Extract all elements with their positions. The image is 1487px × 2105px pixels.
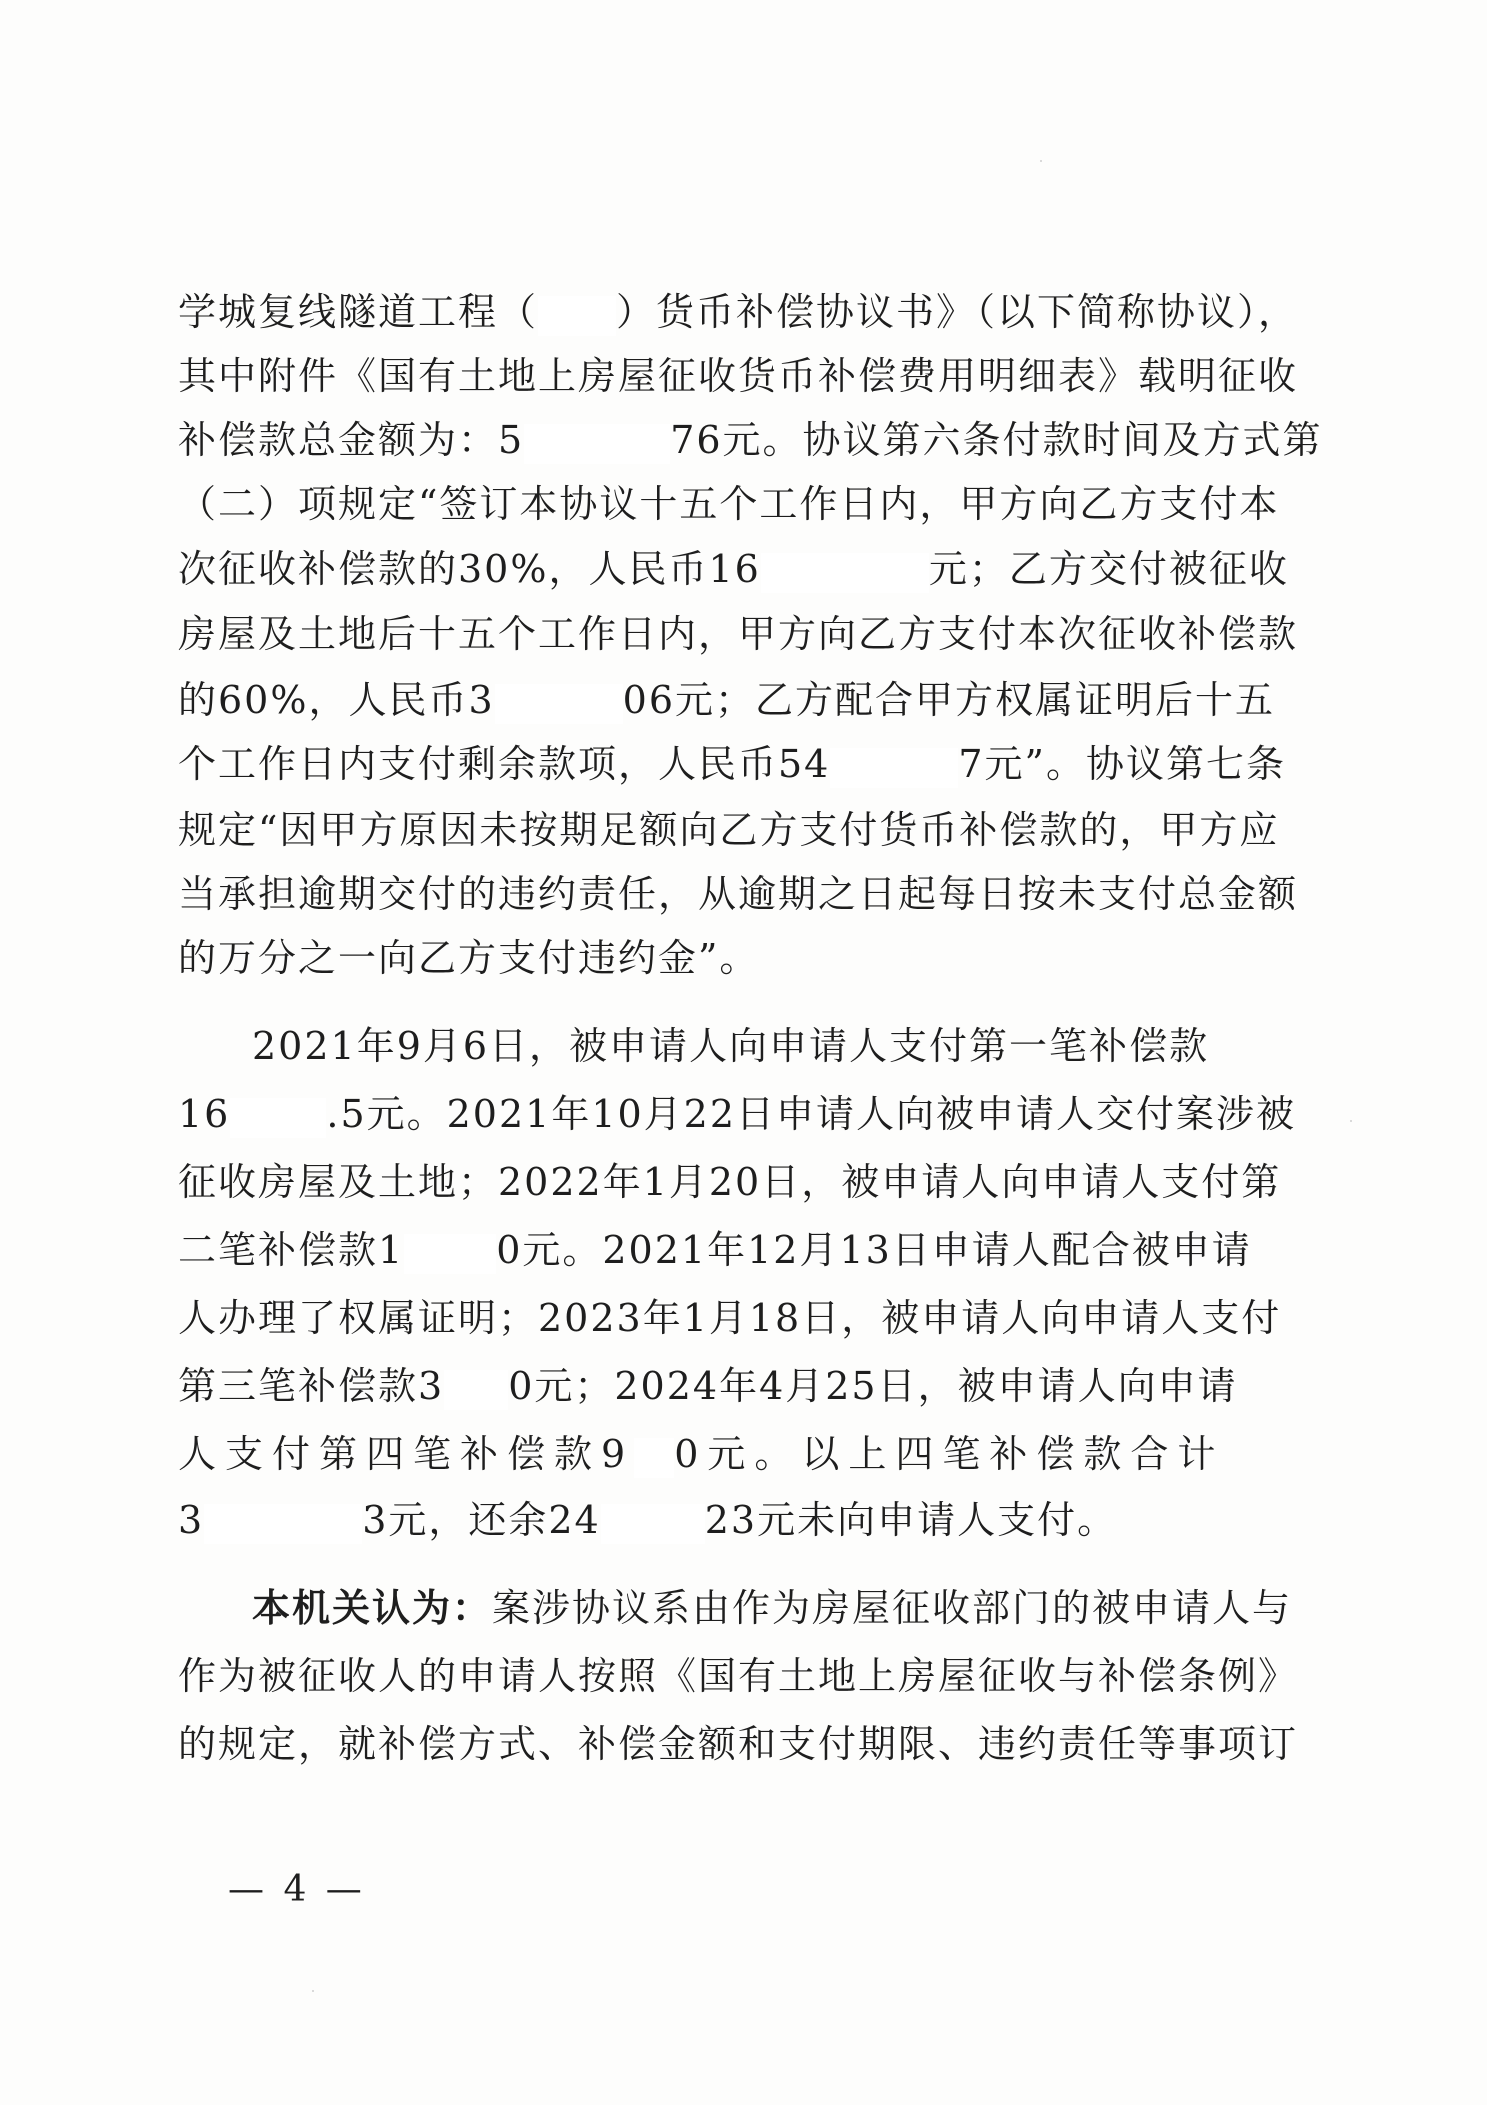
text-line-7 xyxy=(178,676,1308,724)
text-line-19 xyxy=(178,1496,1308,1544)
line-19-part-3: 23元未向申请人支付。 xyxy=(704,1498,1118,1542)
redaction-mark xyxy=(601,1504,705,1544)
line-17-part-1: 第三笔补偿款3 xyxy=(178,1364,445,1408)
page-number: — 4 — xyxy=(228,1869,366,1910)
redaction-mark xyxy=(204,1504,362,1544)
redaction-mark xyxy=(404,1234,496,1274)
text-line-13 xyxy=(178,1090,1308,1138)
line-14-text: 征收房屋及土地；2022年1月20日，被申请人向申请人支付第 xyxy=(178,1160,1282,1204)
line-13-part-2: .5元。2021年10月22日申请人向被申请人交付案涉被 xyxy=(326,1092,1297,1136)
line-18-part-2: 0元。以上四笔补偿款合计 xyxy=(674,1432,1225,1476)
text-line-8 xyxy=(178,740,1308,788)
text-line-17 xyxy=(178,1362,1308,1410)
line-13-part-1: 16 xyxy=(178,1092,231,1136)
text-line-12 xyxy=(252,1022,1382,1070)
redaction-mark xyxy=(230,1098,326,1138)
line-18-part-1: 人支付第四笔补偿款9 xyxy=(178,1432,635,1476)
redaction-mark xyxy=(495,684,623,724)
line-2-text: 其中附件《国有土地上房屋征收货币补偿费用明细表》载明征收 xyxy=(178,354,1299,398)
line-10-text: 当承担逾期交付的违约责任，从逾期之日起每日按未支付总金额 xyxy=(178,872,1299,916)
text-line-1 xyxy=(178,288,1308,336)
redaction-mark xyxy=(444,1370,508,1410)
text-line-20 xyxy=(252,1584,1382,1632)
text-line-4 xyxy=(178,480,1308,528)
line-8-part-2: 7元”。协议第七条 xyxy=(958,742,1286,786)
text-line-16 xyxy=(178,1294,1308,1342)
redaction-mark xyxy=(634,1438,674,1478)
line-15-part-2: 0元。2021年12月13日申请人配合被申请 xyxy=(496,1228,1252,1272)
text-line-11 xyxy=(178,934,1308,982)
text-line-22 xyxy=(178,1720,1308,1768)
text-line-14 xyxy=(178,1158,1308,1206)
line-16-text: 人办理了权属证明；2023年1月18日，被申请人向申请人支付 xyxy=(178,1296,1282,1340)
scan-speck xyxy=(1040,160,1042,162)
scan-speck xyxy=(312,1990,314,1992)
line-3-part-2: 76元。协议第六条付款时间及方式第 xyxy=(670,418,1323,462)
line-3-part-1: 补偿款总金额为：5 xyxy=(178,418,525,462)
text-line-18 xyxy=(178,1430,1308,1478)
line-20-text: 案涉协议系由作为房屋征收部门的被申请人与 xyxy=(492,1586,1293,1630)
line-6-text: 房屋及土地后十五个工作日内，甲方向乙方支付本次征收补偿款 xyxy=(178,612,1299,656)
text-line-9 xyxy=(178,806,1308,854)
line-15-part-1: 二笔补偿款1 xyxy=(178,1228,405,1272)
line-22-text: 的规定，就补偿方式、补偿金额和支付期限、违约责任等事项订 xyxy=(178,1722,1299,1766)
line-12-text: 2021年9月6日，被申请人向申请人支付第一笔补偿款 xyxy=(252,1024,1210,1068)
line-21-text: 作为被征收人的申请人按照《国有土地上房屋征收与补偿条例》 xyxy=(178,1654,1299,1698)
redaction-mark xyxy=(538,296,616,336)
text-line-15 xyxy=(178,1226,1308,1274)
redaction-mark xyxy=(524,424,670,464)
line-5-part-1: 次征收补偿款的30%，人民币16 xyxy=(178,547,761,591)
text-line-3 xyxy=(178,416,1323,464)
line-8-part-1: 个工作日内支付剩余款项，人民币54 xyxy=(178,742,831,786)
redaction-mark xyxy=(761,553,929,593)
scan-speck xyxy=(1350,1120,1352,1122)
line-9-text: 规定“因甲方原因未按期足额向乙方支付货币补偿款的，甲方应 xyxy=(178,808,1280,852)
conclusion-heading: 本机关认为： xyxy=(252,1586,493,1630)
text-line-6 xyxy=(178,610,1308,658)
redaction-mark xyxy=(830,748,958,788)
text-line-10 xyxy=(178,870,1308,918)
text-line-5 xyxy=(178,545,1308,593)
line-7-part-1: 的60%，人民币3 xyxy=(178,678,495,722)
line-17-part-2: 0元；2024年4月25日，被申请人向申请 xyxy=(508,1364,1238,1408)
line-5-part-2: 元；乙方交付被征收 xyxy=(928,547,1289,591)
line-19-part-1: 3 xyxy=(178,1498,205,1542)
text-line-21 xyxy=(178,1652,1308,1700)
line-1-part-1: 学城复线隧道工程（ xyxy=(178,290,539,334)
line-11-text: 的万分之一向乙方支付违约金”。 xyxy=(178,936,760,980)
text-line-2 xyxy=(178,352,1308,400)
line-7-part-2: 06元；乙方配合甲方权属证明后十五 xyxy=(622,678,1275,722)
line-1-part-2: ）货币补偿协议书》（以下简称协议）， xyxy=(616,290,1299,334)
line-19-part-2: 3元，还余24 xyxy=(362,1498,601,1542)
line-4-text: （二）项规定“签订本协议十五个工作日内，甲方向乙方支付本 xyxy=(178,482,1280,526)
